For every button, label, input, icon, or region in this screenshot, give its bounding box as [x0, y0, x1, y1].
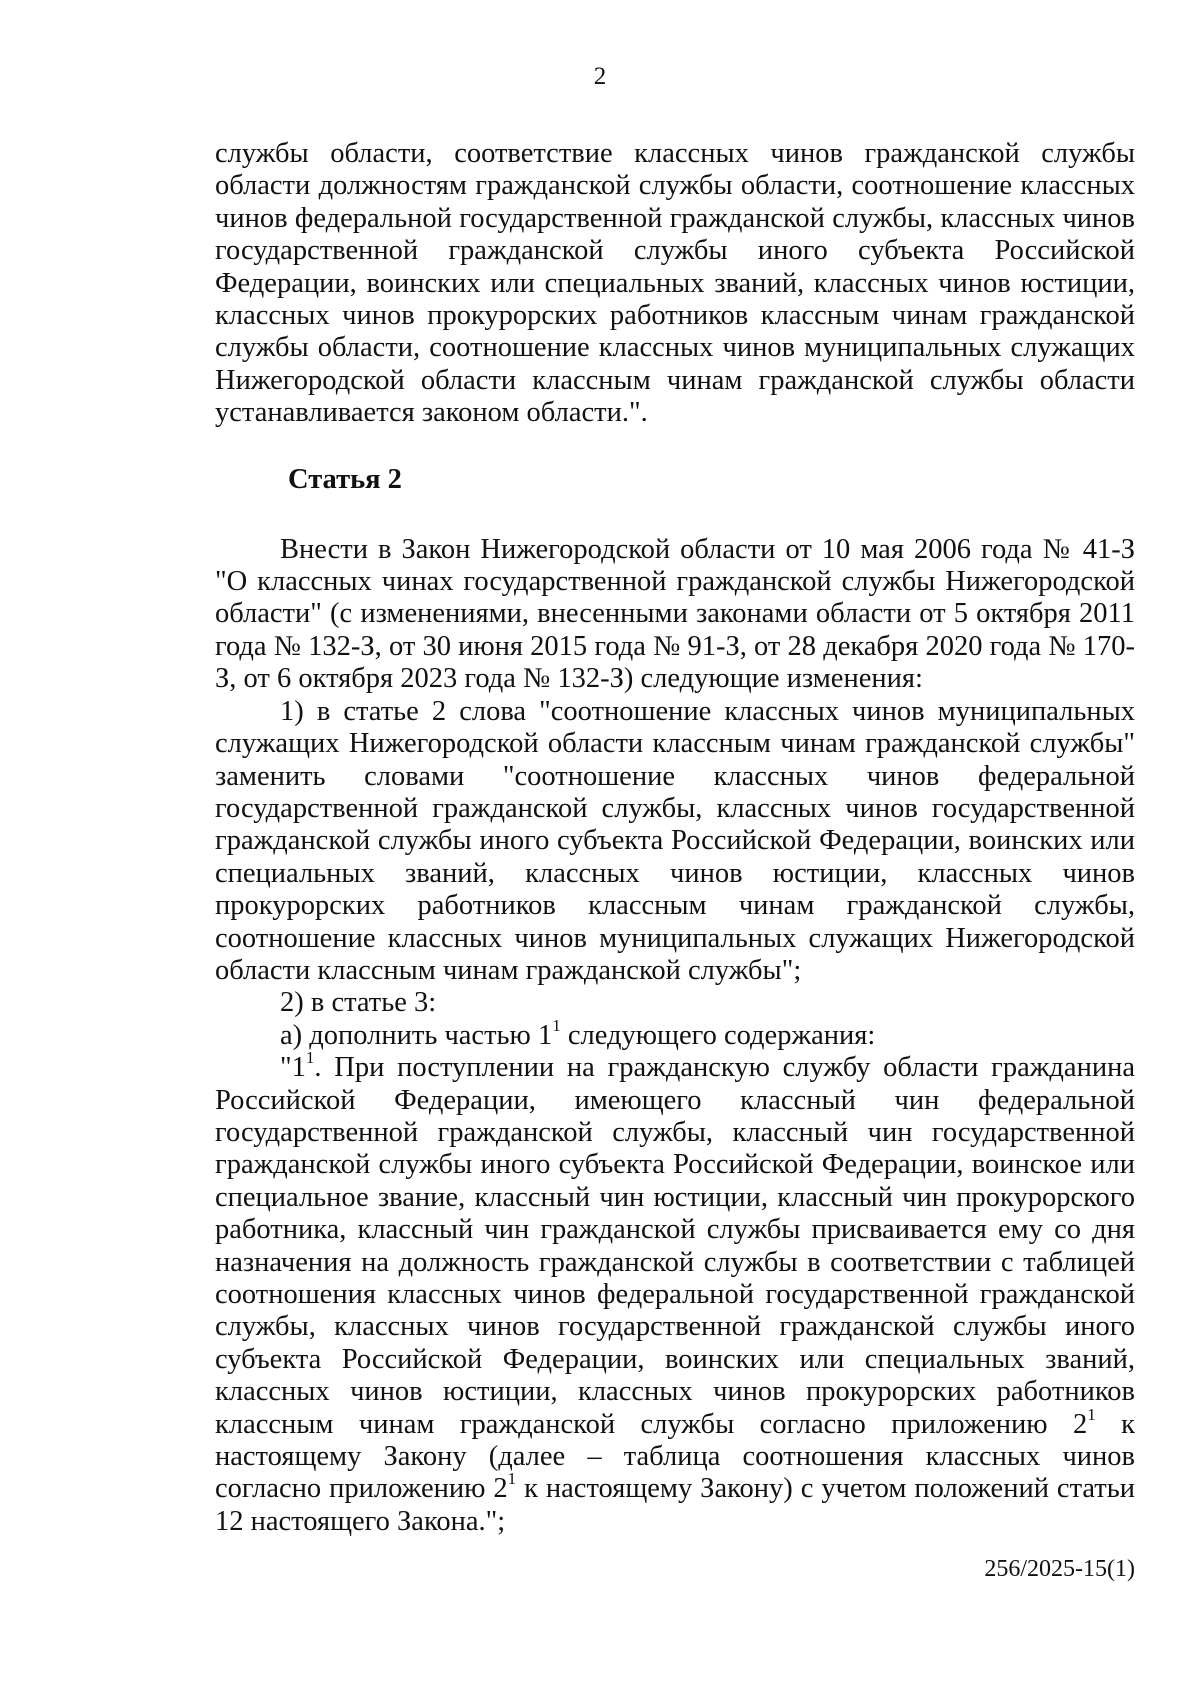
quote-text-1: . При поступлении на гражданскую службу области гражданина Российской Федерации, имеющего классный чин федеральной государственной гражданской службы, классный чин государственной гражданской службы иного субъекта Российской Федерации, воинское или специальное звание, классный чин юстиции, классный чин прокурорского работника, классный чин гражданской службы присваивается ему со дня назначения на должность гражданской службы в соответствии с таблицей соотношения классных чинов федеральной государственной гражданской службы, классных чинов государственной гражданской службы иного субъекта Российской Федерации, воинских или специальных званий, классных чинов юстиции, классных чинов прокурорских работников классным чинам гражданской службы согласно приложению 2: [215, 1052, 1135, 1440]
quoted-part-paragraph: [215, 1048, 1135, 1538]
quote-text-3: к настоящему Закону) с учетом положений статьи 12 настоящего Закона.";: [215, 1473, 1135, 1537]
continuation-paragraph: службы области, соответствие классных чинов гражданской службы области должностям гражданской службы области, соотношение классных чинов федеральной государственной гражданской службы, классных чинов государственной гражданской службы иного субъекта Российской Федерации, воинских или специальных званий, классных чинов юстиции, классных чинов прокурорских работников классным чинам гражданской службы области, соотношение классных чинов муниципальных служащих Нижегородской области классным чинам гражданской службы области устанавливается законом области.".: [215, 138, 1135, 429]
document-code: 256/2025-15(1): [984, 1556, 1135, 1582]
page-number: 2: [593, 63, 607, 90]
intro-paragraph: Внести в Закон Нижегородской области от 10 мая 2006 года № 41-З "О классных чинах государственной гражданской службы Нижегородской области" (с изменениями, внесенными законами области от 5 октября 2011 года № 132-З, от 30 июня 2015 года № 91-З, от 28 декабря 2020 года № 170-З, от 6 октября 2023 года № 132-З) следующие изменения:: [215, 533, 1135, 695]
item-2a-paragraph: [215, 1015, 1135, 1052]
quote-open: "1: [280, 1052, 306, 1084]
item-2a-superscript: 1: [552, 1015, 561, 1035]
quote-superscript-2: 1: [1087, 1404, 1096, 1424]
quote-superscript-3: 1: [507, 1469, 517, 1489]
item-2a-tail: следующего содержания:: [560, 1019, 876, 1051]
quote-text-2: к настоящему Закону (далее – таблица соотношения классных чинов согласно приложению 2: [215, 1408, 1135, 1505]
item-1-paragraph: 1) в статье 2 слова "соотношение классных чинов муниципальных служащих Нижегородской области классным чинам гражданской службы" заменить словами "соотношение классных чинов федеральной государственной гражданской службы, классных чинов государственной гражданской службы иного субъекта Российской Федерации, воинских или специальных званий, классных чинов юстиции, классных чинов прокурорских работников классным чинам гражданской службы, соотношение классных чинов муниципальных служащих Нижегородской области классным чинам гражданской службы";: [215, 695, 1135, 986]
item-2a-text: а) дополнить частью 1: [280, 1019, 553, 1051]
article-heading: Статья 2: [288, 463, 402, 495]
item-2-paragraph: 2) в статье 3:: [280, 987, 437, 1019]
quote-superscript-1: 1: [305, 1048, 315, 1068]
document-body: [215, 138, 1135, 1538]
